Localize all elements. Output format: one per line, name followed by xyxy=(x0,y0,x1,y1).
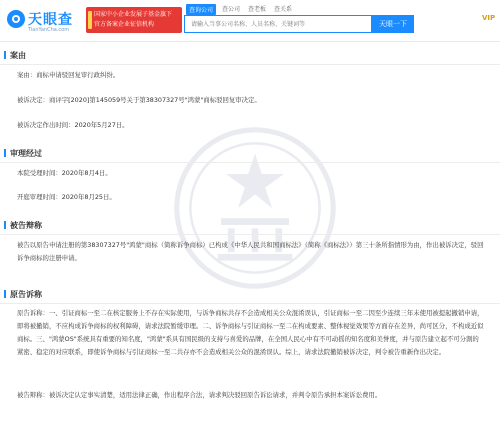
search-button[interactable]: 天眼一下 xyxy=(372,15,414,33)
section-title-case: 案由 xyxy=(10,51,26,60)
section-title-trial: 审理经过 xyxy=(10,149,42,158)
search-input[interactable] xyxy=(185,16,371,32)
logo-subtext: TianYanCha.com xyxy=(28,27,70,33)
defendant-reply-text: 被告辩称：被诉决定认定事实清楚，适用法律正确，作出程序合法，请求判决驳回原告诉讼请求，并判令原告承担本案诉讼费用。 xyxy=(17,391,382,399)
badge-line-1: 国家中小企业发展子基金旗下 xyxy=(94,11,173,18)
case-decision: 被诉决定：商评字[2020]第145059号关于第38307327号"鸿蒙"商标驳回复审决定。 xyxy=(17,96,261,104)
badge-line-2: 官方备案企业征信机构 xyxy=(94,21,155,28)
section-title-plaintiff: 原告诉称 xyxy=(10,290,42,299)
tianyancha-logo-icon xyxy=(6,9,26,29)
top-header xyxy=(0,0,500,42)
case-cause: 案由：商标申请驳回复审行政纠纷。 xyxy=(17,71,120,79)
vip-link[interactable]: VIP xyxy=(482,14,496,22)
judgment-content xyxy=(0,43,500,421)
tab-boss[interactable]: 查老板 xyxy=(248,6,267,13)
flag-icon xyxy=(88,11,92,29)
trial-hearing-date: 开庭审理时间：2020年8月25日。 xyxy=(17,193,116,201)
case-decision-date: 被诉决定作出时间：2020年5月27日。 xyxy=(17,121,129,129)
court-emblem-watermark-icon xyxy=(170,123,340,293)
tab-relations[interactable]: 查关系 xyxy=(274,6,293,13)
divider xyxy=(0,162,500,163)
tab-company[interactable]: 查公司 xyxy=(222,6,241,13)
divider xyxy=(0,64,500,65)
plaintiff-text: 原告诉称：一、引证商标一至二在核定服务上不存在实际使用，与诉争商标共存不会造成相关公众混淆误认，引证商标一至二因至少连续三年未使用被提起撤销申请，即将被撤销，不应构成诉争商标的权利障碍，请求法院暂缓审理。二、诉争商标与引证商标一至二在构成要素、整体视觉效果等方面存在差异，尚可区分，不构成近似商标。三、"鸿蒙OS"系统具有重要的知名度，"鸿蒙"系具有国民级的支持与喜爱的品牌，在全国人民心中有不可动摇的知名度和美誉度，并与原告建立起不可分割的紧密、稳定的对应联系，即使诉争商标与引证商标一至二共存亦不会造成相关公众的混淆误认。综上，请求法院撤销被诉决定，判令被告重新作出决定。 xyxy=(17,309,484,356)
site-logo[interactable] xyxy=(6,7,82,37)
trial-accept-date: 本院受理时间：2020年8月4日。 xyxy=(17,169,112,177)
divider xyxy=(0,234,500,235)
tab-search-company[interactable]: 查询公司 xyxy=(186,4,216,15)
divider xyxy=(0,303,500,304)
search-box xyxy=(184,15,372,33)
defense-text: 被告以原告申请注册的第38307327号"鸿蒙"商标（简称诉争商标）已构成《中华人民共和国商标法》（简称《商标法》）第三十条所指情形为由，作出被诉决定，驳回诉争商标的注册申请。 xyxy=(17,241,484,262)
official-badge xyxy=(86,7,182,33)
logo-text: 天眼查 xyxy=(28,12,73,28)
section-title-defense: 被告辩称 xyxy=(10,221,42,230)
